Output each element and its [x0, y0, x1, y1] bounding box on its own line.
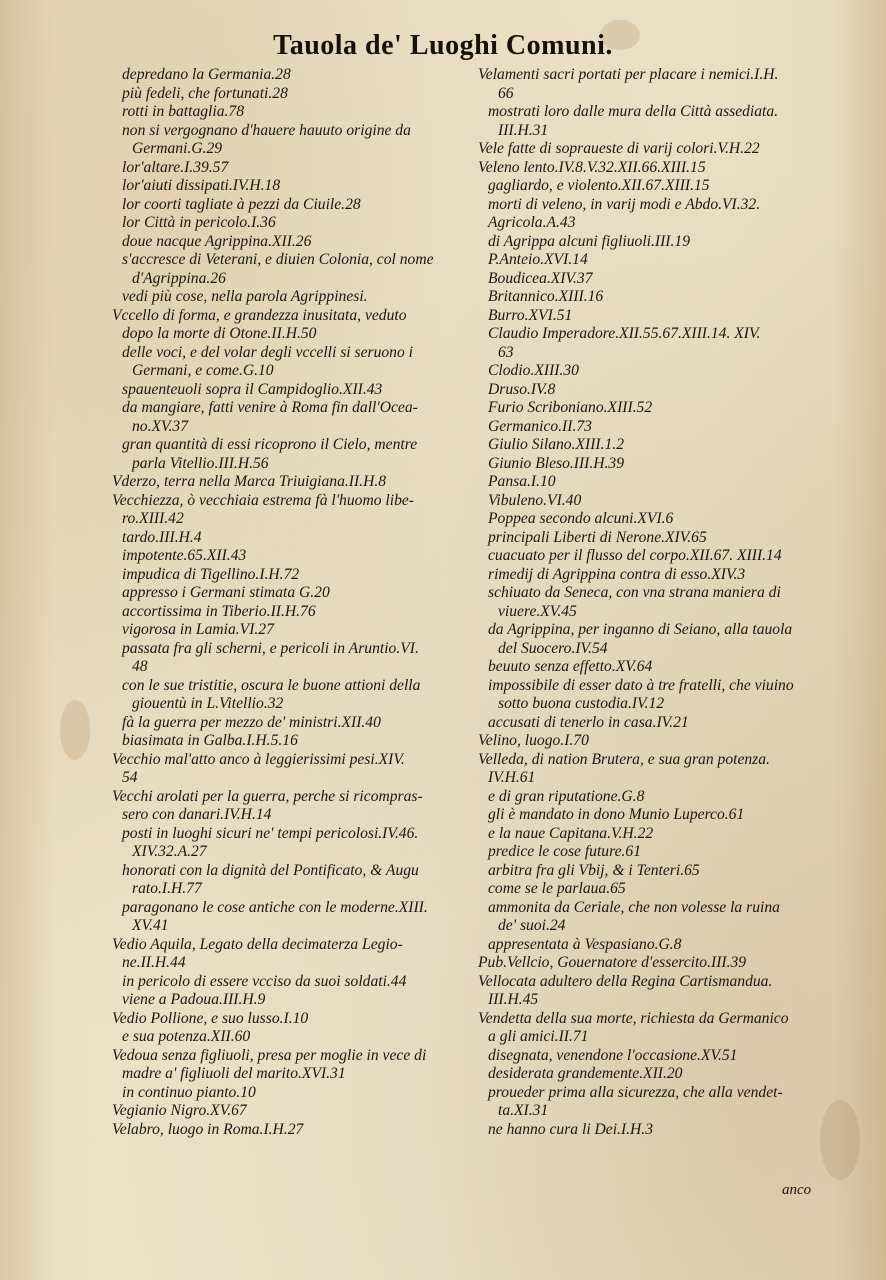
index-entry: e la naue Capitana.V.H.22 — [488, 824, 654, 842]
index-entry: giouentù in L.Vitellio.32 — [132, 695, 284, 712]
index-entry: non si vergognano d'hauere hauuto origine da — [122, 121, 411, 139]
index-entry: proueder prima alla sicurezza, che alla vendet- — [488, 1083, 783, 1101]
index-entry: vigorosa in Lamia.VI.27 — [122, 621, 274, 638]
index-entry: ne hanno cura li Dei.I.H.3 — [488, 1120, 654, 1138]
index-entry: Vedio Pollione, e suo lusso.I.10 — [112, 1009, 309, 1027]
index-entry: ta.XI.31 — [498, 1102, 549, 1119]
index-entry: Pub.Vellcio, Gouernatore d'essercito.III.39 — [478, 954, 747, 971]
index-entry: Vecchiezza, ò vecchiaia estrema fà l'huomo libe- — [112, 491, 414, 509]
index-entry: arbitra fra gli Vbij, & i Tenteri.65 — [488, 861, 700, 879]
index-entry: in continuo pianto.10 — [122, 1083, 256, 1101]
index-entry: come se le parlaua.65 — [488, 880, 626, 897]
index-entry: Vecchi arolati per la guerra, perche si ricompras- — [112, 787, 423, 805]
index-entry: d'Agrippina.26 — [132, 269, 226, 287]
index-entry: biasimata in Galba.I.H.5.16 — [122, 732, 298, 749]
index-entry: delle voci, e del volar degli vccelli si seruono i — [122, 343, 413, 361]
index-entry: Vedio Aquila, Legato della decimaterza Legio- — [112, 935, 403, 953]
index-entry: s'accresce di Veterani, e diuien Colonia, col nome — [122, 251, 434, 268]
index-entry: in pericolo di essere vcciso da suoi soldati.44 — [122, 972, 407, 990]
index-entry: Velleda, di nation Brutera, e sua gran potenza. — [478, 750, 770, 768]
index-entry: depredano la Germania.28 — [122, 66, 291, 83]
index-entry: Germani.G.29 — [132, 140, 223, 157]
index-entry: lor Città in pericolo.I.36 — [122, 214, 276, 231]
index-entry: desiderata grandemente.XII.20 — [488, 1065, 683, 1082]
page-title: Tauola de' Luoghi Comuni. — [273, 30, 613, 61]
index-entry: Druso.IV.8 — [488, 380, 556, 398]
index-entry: Poppea secondo alcuni.XVI.6 — [488, 510, 674, 527]
index-entry: Velino, luogo.I.70 — [478, 732, 589, 749]
index-entry: e sua potenza.XII.60 — [122, 1028, 251, 1045]
index-entry: fà la guerra per mezzo de' ministri.XII.40 — [122, 713, 381, 731]
index-entry: XV.41 — [132, 917, 169, 934]
index-entry: gagliardo, e violento.XII.67.XIII.15 — [488, 177, 710, 194]
index-entry: morti di veleno, in varij modi e Abdo.VI.32. — [488, 195, 761, 213]
index-entry: madre a' figliuoli del marito.XVI.31 — [122, 1065, 346, 1082]
index-column-right — [478, 66, 834, 1139]
index-entry: Germani, e come.G.10 — [132, 362, 274, 379]
index-entry: Velamenti sacri portati per placare i nemici.I.H. — [478, 66, 779, 83]
index-entry: cuacuato per il flusso del corpo.XII.67. XIII.14 — [488, 547, 782, 564]
index-entry: spauenteuoli sopra il Campidoglio.XII.43 — [122, 380, 383, 398]
index-entry: honorati con la dignità del Pontificato, & Augu — [122, 861, 419, 879]
index-entry: Vele fatte di sopraueste di varij colori.V.H.22 — [478, 140, 760, 157]
index-entry: Vibuleno.VI.40 — [488, 491, 582, 509]
index-entry: rimedij di Agrippina contra di esso.XIV.3 — [488, 565, 746, 583]
index-entry: 63 — [498, 343, 514, 361]
index-entry: lor coorti tagliate à pezzi da Ciuile.28 — [122, 195, 361, 213]
index-entry: ne.II.H.44 — [122, 954, 186, 971]
index-entry: Velabro, luogo in Roma.I.H.27 — [112, 1120, 304, 1138]
index-entry: vedi più cose, nella parola Agrippinesi. — [122, 288, 368, 305]
index-entry: appresentata à Vespasiano.G.8 — [488, 935, 682, 953]
index-entry: e di gran riputatione.G.8 — [488, 787, 645, 805]
index-entry: XIV.32.A.27 — [132, 843, 207, 860]
index-entry: beuuto senza effetto.XV.64 — [488, 658, 653, 675]
index-entry: Vccello di forma, e grandezza inusitata, veduto — [112, 306, 407, 324]
index-entry: Britannico.XIII.16 — [488, 288, 604, 305]
index-entry: da Agrippina, per inganno di Seiano, alla tauola — [488, 621, 793, 638]
paper-stain — [60, 700, 90, 760]
index-entry: doue nacque Agrippina.XII.26 — [122, 232, 312, 250]
index-entry: gli è mandato in dono Munio Luperco.61 — [488, 806, 745, 823]
index-entry: passata fra gli scherni, e pericoli in Aruntio.VI. — [122, 639, 419, 657]
index-entry: Vedoua senza figliuoli, presa per moglie in vece di — [112, 1046, 427, 1064]
index-entry: Germanico.II.73 — [488, 417, 592, 435]
index-entry: 48 — [132, 658, 148, 675]
index-entry: Boudicea.XIV.37 — [488, 269, 593, 287]
index-entry: Vderzo, terra nella Marca Triuigiana.II.H.8 — [112, 473, 387, 490]
index-entry: Pansa.I.10 — [488, 473, 556, 490]
index-entry: tardo.III.H.4 — [122, 528, 202, 546]
index-entry: IV.H.61 — [488, 769, 536, 786]
index-entry: disegnata, venendone l'occasione.XV.51 — [488, 1046, 738, 1064]
index-entry: 66 — [498, 84, 514, 102]
index-entry: a gli amici.II.71 — [488, 1028, 589, 1045]
index-entry: Clodio.XIII.30 — [488, 362, 579, 379]
index-entry: viuere.XV.45 — [498, 602, 577, 620]
index-entry: III.H.31 — [498, 121, 549, 139]
index-entry: Furio Scriboniano.XIII.52 — [488, 399, 653, 416]
index-entry: dopo la morte di Otone.II.H.50 — [122, 325, 317, 342]
catchword: anco — [782, 1182, 812, 1198]
index-entry: Vendetta della sua morte, richiesta da Germanico — [478, 1009, 789, 1027]
index-entry: Giunio Bleso.III.H.39 — [488, 454, 624, 472]
index-entry: appresso i Germani stimata G.20 — [122, 584, 330, 601]
index-entry: di Agrippa alcuni figliuoli.III.19 — [488, 232, 690, 250]
index-entry: ammonita da Ceriale, che non volesse la ruina — [488, 898, 780, 916]
index-entry: Giulio Silano.XIII.1.2 — [488, 436, 624, 453]
index-entry: impudica di Tigellino.I.H.72 — [122, 565, 300, 583]
index-entry: lor'aiuti dissipati.IV.H.18 — [122, 177, 281, 194]
index-entry: gran quantità di essi ricoprono il Cielo, mentre — [122, 436, 418, 453]
index-entry: lor'altare.I.39.57 — [122, 158, 229, 176]
index-entry: no.XV.37 — [132, 417, 189, 435]
index-entry: mostrati loro dalle mura della Città assediata. — [488, 103, 779, 120]
index-entry: ro.XIII.42 — [122, 510, 184, 527]
index-entry: accortissima in Tiberio.II.H.76 — [122, 602, 316, 620]
index-entry: del Suocero.IV.54 — [498, 639, 608, 657]
index-entry: impotente.65.XII.43 — [122, 547, 247, 564]
index-entry: parla Vitellio.III.H.56 — [132, 454, 269, 472]
index-entry: accusati di tenerlo in casa.IV.21 — [488, 713, 689, 731]
index-entry: Veleno lento.IV.8.V.32.XII.66.XIII.15 — [478, 158, 706, 176]
index-entry: predice le cose future.61 — [488, 843, 641, 860]
index-entry: più fedeli, che fortunati.28 — [122, 84, 288, 102]
index-entry: viene a Padoua.III.H.9 — [122, 991, 266, 1008]
index-entry: 54 — [122, 769, 138, 786]
index-entry: sotto buona custodia.IV.12 — [498, 695, 665, 712]
index-entry: Claudio Imperadore.XII.55.67.XIII.14. XIV. — [488, 325, 761, 342]
index-entry: rotti in battaglia.78 — [122, 103, 245, 120]
index-entry: da mangiare, fatti venire à Roma fin dall'Ocea- — [122, 399, 418, 416]
index-entry: Vecchio mal'atto anco à leggierissimi pesi.XIV. — [112, 750, 405, 768]
index-entry: impossibile di esser dato à tre fratelli, che viuino — [488, 676, 794, 694]
index-entry: principali Liberti di Nerone.XIV.65 — [488, 528, 707, 546]
index-entry: schiuato da Seneca, con vna strana maniera di — [488, 584, 781, 601]
index-entry: III.H.45 — [488, 991, 539, 1008]
index-entry: sero con danari.IV.H.14 — [122, 806, 272, 823]
index-entry: posti in luoghi sicuri ne' tempi pericolosi.IV.46. — [122, 824, 419, 842]
index-entry: Burro.XVI.51 — [488, 306, 573, 324]
index-entry: Vegianio Nigro.XV.67 — [112, 1102, 247, 1119]
index-column-left — [112, 66, 482, 1139]
index-entry: P.Anteio.XVI.14 — [488, 251, 588, 268]
index-entry: paragonano le cose antiche con le moderne.XIII. — [122, 898, 428, 916]
index-entry: de' suoi.24 — [498, 917, 566, 934]
index-entry: con le sue tristitie, oscura le buone attioni della — [122, 676, 421, 694]
index-entry: rato.I.H.77 — [132, 880, 202, 897]
index-entry: Agricola.A.43 — [488, 214, 576, 231]
index-entry: Vellocata adultero della Regina Cartismandua. — [478, 972, 773, 990]
